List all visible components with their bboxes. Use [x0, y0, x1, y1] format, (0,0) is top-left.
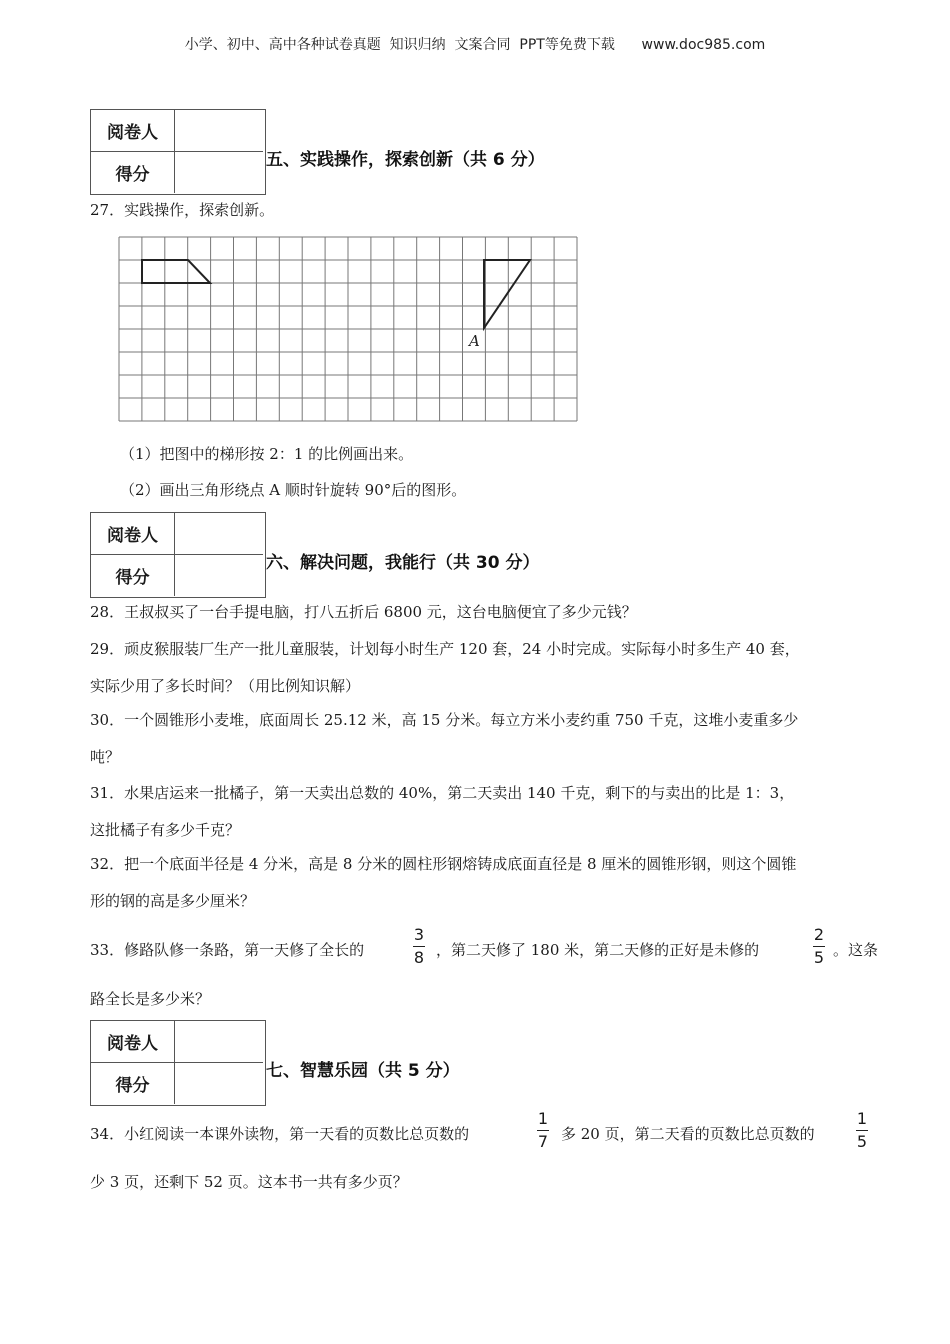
fraction-3-8: [413, 926, 425, 967]
reviewer-label: 阅卷人: [91, 1021, 175, 1063]
reviewer-label: 阅卷人: [91, 110, 175, 152]
score-field[interactable]: [175, 555, 263, 596]
fraction-denominator: 5: [856, 1132, 868, 1151]
reviewer-field[interactable]: [175, 1021, 263, 1063]
fraction-1-5: [856, 1110, 868, 1151]
question-33-part3: 。这条: [833, 941, 879, 959]
point-a-label: A: [469, 332, 480, 350]
fraction-numerator: 3: [413, 925, 425, 944]
question-32-line2: 形的钢的高是多少厘米？: [90, 892, 256, 910]
score-box: [90, 109, 266, 195]
score-label: 得分: [91, 152, 175, 193]
section-title: 六、解决问题，我能行（共 30 分）: [266, 553, 540, 573]
question-31-line2: 这批橘子有多少千克？: [90, 821, 241, 839]
fraction-bar: [537, 1130, 549, 1131]
trapezoid-shape: [142, 260, 210, 283]
reviewer-label: 阅卷人: [91, 513, 175, 555]
question-32-line1: 32．把一个底面半径是 4 分米，高是 8 分米的圆柱形钢熔铸成底面直径是 8 厘米的圆锥形钢，则这个圆锥: [90, 855, 797, 873]
question-30-line1: 30．一个圆锥形小麦堆，底面周长 25.12 米，高 15 分米。每立方米小麦约重 750 千克，这堆小麦重多少: [90, 711, 799, 729]
score-box: [90, 512, 266, 598]
fraction-bar: [856, 1130, 868, 1131]
question-27-sub2: （2）画出三角形绕点 A 顺时针旋转 90°后的图形。: [120, 481, 467, 499]
question-27-stem: 27．实践操作，探索创新。: [90, 201, 275, 219]
fraction-bar: [413, 946, 425, 947]
fraction-numerator: 2: [813, 925, 825, 944]
score-field[interactable]: [175, 1063, 263, 1104]
square-grid-figure: [117, 235, 579, 423]
fraction-denominator: 5: [813, 948, 825, 967]
grid-lines: [119, 237, 577, 421]
page-header-banner: 小学、初中、高中各种试卷真题 知识归纳 文案合同 PPT等免费下载 www.doc985.com: [184, 37, 766, 53]
fraction-2-5: [813, 926, 825, 967]
question-34-line2: 少 3 页，还剩下 52 页。这本书一共有多少页？: [90, 1173, 408, 1191]
fraction-1-7: [537, 1110, 549, 1151]
reviewer-field[interactable]: [175, 110, 263, 152]
score-box: [90, 1020, 266, 1106]
fraction-denominator: 7: [537, 1132, 549, 1151]
question-29-line1: 29．顽皮猴服装厂生产一批儿童服装，计划每小时生产 120 套，24 小时完成。实际每小时多生产 40 套，: [90, 640, 800, 658]
score-field[interactable]: [175, 152, 263, 193]
question-31-line1: 31．水果店运来一批橘子，第一天卖出总数的 40%，第二天卖出 140 千克，剩下的与卖出的比是 1：3，: [90, 784, 795, 802]
question-33-part2: ，第二天修了 180 米，第二天修的正好是未修的: [436, 941, 760, 959]
score-label: 得分: [91, 1063, 175, 1104]
fraction-denominator: 8: [413, 948, 425, 967]
question-30-line2: 吨？: [90, 748, 121, 766]
fraction-numerator: 1: [537, 1109, 549, 1128]
question-33-part1: 33．修路队修一条路，第一天修了全长的: [90, 941, 365, 959]
question-28-line1: 28．王叔叔买了一台手提电脑，打八五折后 6800 元，这台电脑便宜了多少元钱？: [90, 603, 637, 621]
fraction-bar: [813, 946, 825, 947]
question-34-part2: 多 20 页，第二天看的页数比总页数的: [561, 1125, 815, 1143]
score-label: 得分: [91, 555, 175, 596]
section-title: 七、智慧乐园（共 5 分）: [266, 1061, 460, 1081]
section-title: 五、实践操作，探索创新（共 6 分）: [266, 150, 545, 170]
question-27-sub1: （1）把图中的梯形按 2：1 的比例画出来。: [120, 445, 414, 463]
question-34-part1: 34．小红阅读一本课外读物，第一天看的页数比总页数的: [90, 1125, 470, 1143]
fraction-numerator: 1: [856, 1109, 868, 1128]
triangle-shape: [484, 260, 530, 328]
question-29-line2: 实际少用了多长时间？（用比例知识解）: [90, 677, 361, 695]
reviewer-field[interactable]: [175, 513, 263, 555]
question-33-line2: 路全长是多少米？: [90, 990, 211, 1008]
